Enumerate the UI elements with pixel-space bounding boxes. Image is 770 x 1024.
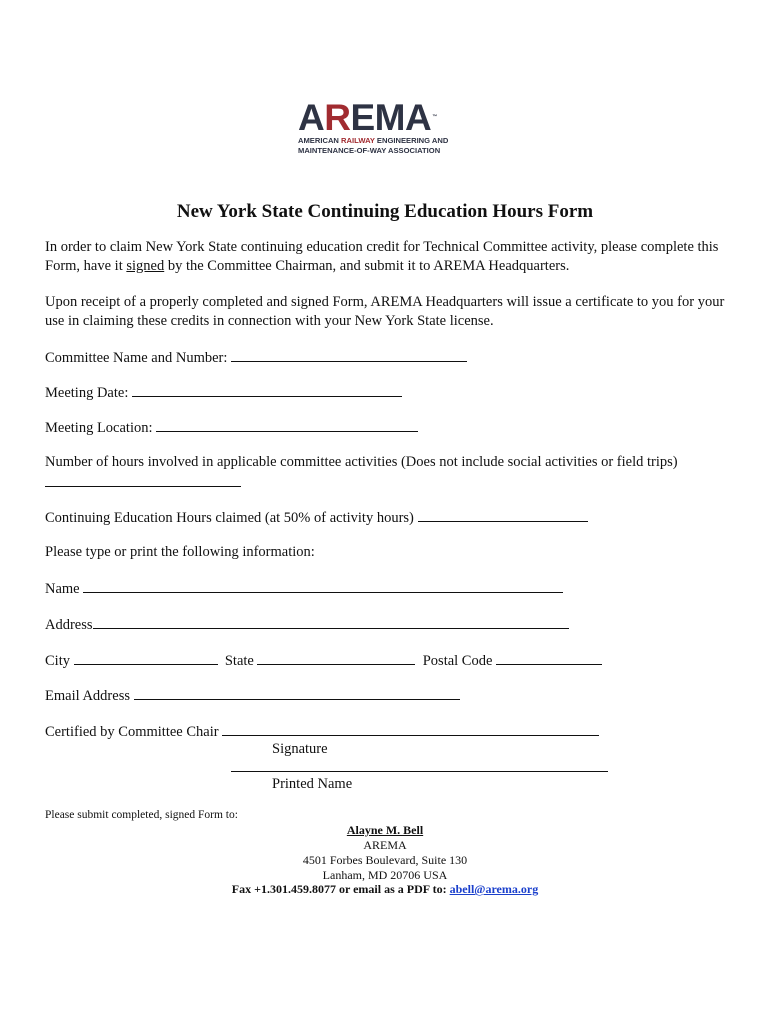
printed-name-caption: Printed Name	[272, 776, 353, 792]
meeting-date-label: Meeting Date:	[45, 385, 129, 401]
committee-input-line[interactable]	[231, 347, 467, 362]
city-state-postal-row	[45, 650, 602, 671]
meeting-location-input-line[interactable]	[156, 417, 418, 432]
meeting-location-label: Meeting Location:	[45, 420, 153, 436]
intro-paragraph: In order to claim New York State continuing education credit for Technical Committee activity, please complete this Form, have it signed by the Committee Chairman, and submit it to AREMA Headquarters.	[45, 239, 719, 274]
state-input-line[interactable]	[257, 650, 415, 665]
ce-hours-row	[45, 507, 588, 528]
logo-subtitle-line1: AMERICAN RAILWAY ENGINEERING AND	[298, 136, 449, 145]
signed-word: signed	[126, 258, 165, 274]
fax-text: Fax +1.301.459.8077 or email as a PDF to:	[231, 882, 450, 896]
hours-label: Number of hours involved in applicable committee activities (Does not include social activities or field trips)	[45, 454, 678, 470]
submit-heading: Please submit completed, signed Form to:	[45, 809, 238, 821]
contact-name: Alayne M. Bell	[346, 823, 424, 837]
form-title: New York State Continuing Education Hours Form	[176, 201, 594, 222]
postal-code-label: Postal Code	[422, 653, 493, 669]
receipt-paragraph: Upon receipt of a properly completed and signed Form, AREMA Headquarters will issue a certificate to you for your use in claiming these credits in connection with your New York State license.	[45, 294, 725, 329]
meeting-location-row	[45, 417, 418, 438]
city-input-line[interactable]	[74, 650, 218, 665]
name-label: Name	[45, 581, 80, 597]
signature-caption: Signature	[272, 741, 328, 757]
ce-hours-label: Continuing Education Hours claimed (at 50% of activity hours)	[45, 510, 414, 526]
email-row	[45, 685, 460, 706]
city-label: City	[45, 653, 70, 669]
state-label: State	[224, 653, 254, 669]
hours-row	[45, 472, 241, 493]
email-label: Email Address	[45, 688, 130, 704]
ce-hours-input-line[interactable]	[418, 507, 588, 522]
printed-name-input-line[interactable]	[231, 757, 608, 772]
certified-label: Certified by Committee Chair	[45, 724, 219, 740]
committee-label: Committee Name and Number:	[45, 350, 228, 366]
hours-input-line[interactable]	[45, 472, 241, 487]
meeting-date-row	[45, 382, 402, 403]
logo-subtitle-line2: MAINTENANCE-OF-WAY ASSOCIATION	[298, 146, 441, 155]
meeting-date-input-line[interactable]	[132, 382, 402, 397]
contact-org: AREMA	[363, 838, 407, 852]
email-link[interactable]: abell@arema.org	[449, 882, 539, 896]
fax-email-line	[0, 882, 770, 897]
address-row	[45, 614, 569, 635]
name-input-line[interactable]	[83, 578, 563, 593]
print-info-instruction: Please type or print the following information:	[45, 544, 315, 560]
committee-field-row	[45, 347, 467, 368]
contact-street: 4501 Forbes Boulevard, Suite 130	[302, 853, 468, 867]
arema-logo	[298, 99, 478, 163]
name-row	[45, 578, 563, 599]
address-input-line[interactable]	[93, 614, 569, 629]
address-label: Address	[45, 617, 93, 633]
certified-row	[45, 721, 599, 742]
email-input-line[interactable]	[134, 685, 460, 700]
postal-code-input-line[interactable]	[496, 650, 602, 665]
signature-input-line[interactable]	[222, 721, 599, 736]
logo-wordmark: AREMA™	[298, 97, 437, 138]
contact-city: Lanham, MD 20706 USA	[322, 868, 448, 882]
